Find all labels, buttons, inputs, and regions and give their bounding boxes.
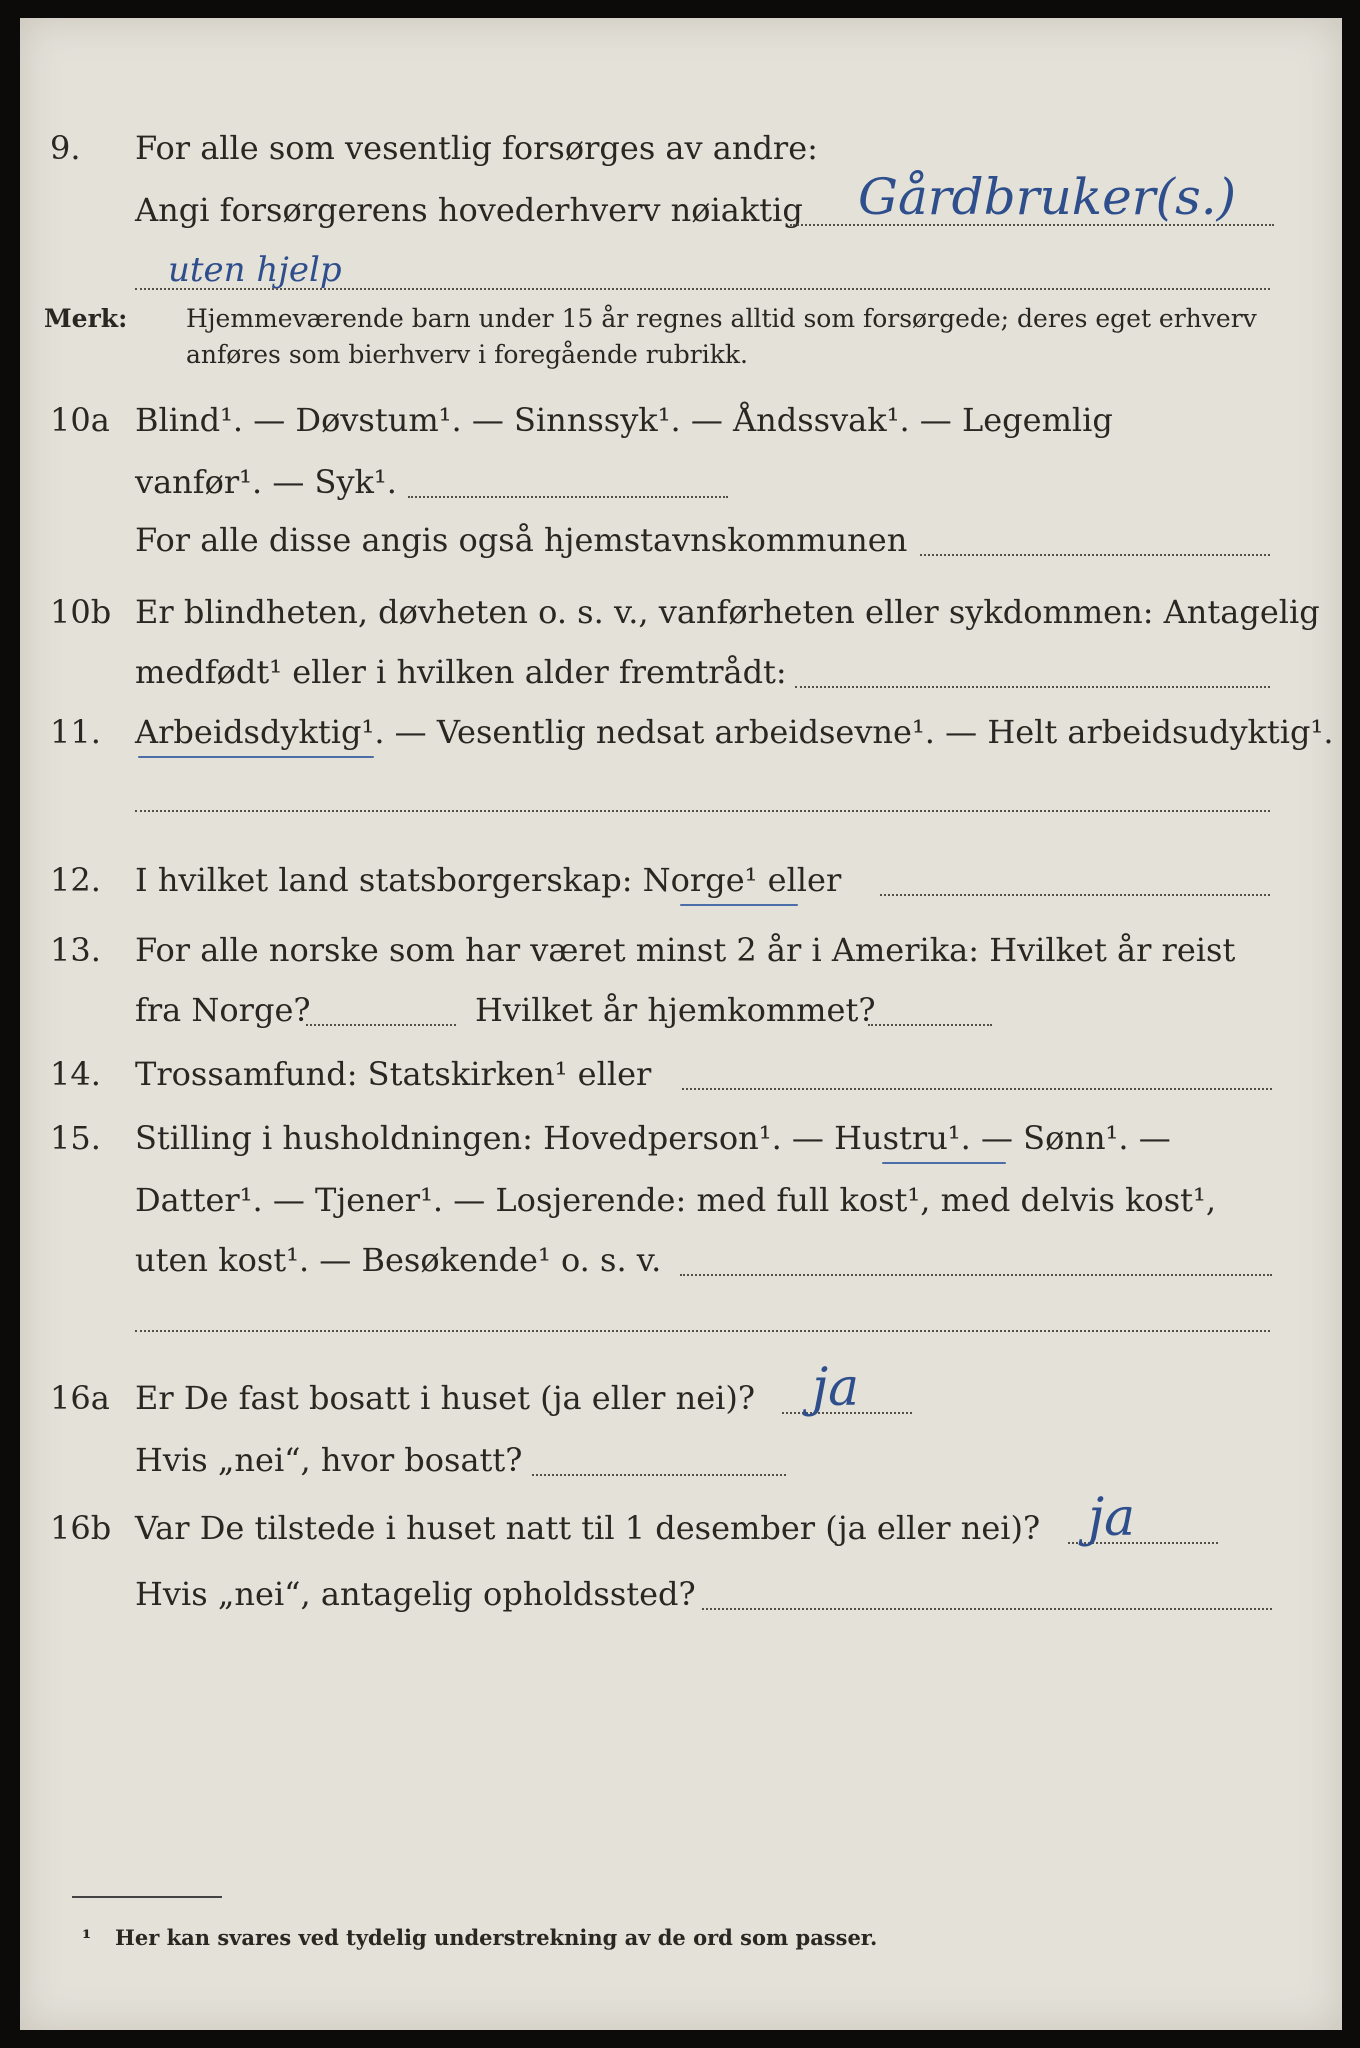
q11-answer-underline[interactable] [138, 756, 374, 758]
q16a-followup: Hvis „nei“, hvor bosatt? [135, 1441, 523, 1479]
q16a-number: 16a [50, 1379, 110, 1417]
q9-question: For alle som vesentlig forsørges av andre: [135, 129, 818, 167]
q10a-options: Blind¹. — Døvstum¹. — Sinnssyk¹. — Åndssvak¹. — Legemlig [135, 401, 1113, 439]
q10a-hometown-line [920, 554, 1270, 556]
q9-second-answer-line [135, 288, 1270, 290]
q9-answer-note[interactable]: uten hjelp [168, 250, 342, 290]
merk-text-2: anføres som bierhverv i foregående rubrikk. [186, 340, 748, 369]
q13-return-prompt: Hvilket år hjemkommet? [475, 991, 876, 1029]
q10a-number: 10a [50, 401, 110, 439]
q15-number: 15. [50, 1119, 101, 1157]
q13-number: 13. [50, 931, 101, 969]
q16a-followup-line [532, 1474, 786, 1476]
q16b-question: Var De tilstede i huset natt til 1 desember (ja eller nei)? [135, 1509, 1041, 1547]
q10a-hometown-prompt: For alle disse angis også hjemstavnskommunen [135, 521, 908, 559]
q15-options: Stilling i husholdningen: Hovedperson¹. — Hustru¹. — Sønn¹. — [135, 1119, 1171, 1157]
q16a-answer[interactable]: ja [812, 1358, 860, 1418]
q10b-answer-line [795, 686, 1270, 688]
q15-answer-line [680, 1274, 1272, 1276]
q15-answer-underline[interactable] [882, 1162, 1006, 1164]
q10b-number: 10b [50, 593, 112, 631]
q12-question: I hvilket land statsborgerskap: Norge¹ eller [135, 861, 842, 899]
census-form-page [20, 18, 1342, 2030]
q9-number: 9. [50, 129, 81, 167]
q10b-question-2: medfødt¹ eller i hvilken alder fremtrådt: [135, 653, 787, 691]
q16b-answer[interactable]: ja [1088, 1488, 1136, 1548]
q13-departure-prompt: fra Norge? [135, 991, 311, 1029]
q12-number: 12. [50, 861, 101, 899]
q16b-followup-line [702, 1608, 1272, 1610]
footnote-text: Her kan svares ved tydelig understrekning av de ord som passer. [115, 1925, 878, 1950]
q12-answer-underline[interactable] [680, 904, 798, 906]
q15-second-answer-line [135, 1330, 1270, 1332]
q10a-options-2: vanfør¹. — Syk¹. [135, 463, 397, 501]
q16a-question: Er De fast bosatt i huset (ja eller nei)? [135, 1379, 756, 1417]
merk-text-1: Hjemmeværende barn under 15 år regnes alltid som forsørgede; deres eget erhverv [186, 304, 1257, 333]
footnote-rule [72, 1896, 222, 1898]
q10a-answer-line [408, 496, 728, 498]
q13-question: For alle norske som har været minst 2 år i Amerika: Hvilket år reist [135, 931, 1236, 969]
q13-departure-line [306, 1024, 456, 1026]
footnote-mark: ¹ [82, 1925, 92, 1950]
q11-answer-line [135, 810, 1270, 812]
q12-answer-line [880, 894, 1270, 896]
q15-options-3: uten kost¹. — Besøkende¹ o. s. v. [135, 1241, 662, 1279]
q9-answer-line [790, 224, 1274, 226]
q9-instruction: Angi forsørgerens hovederhverv nøiaktig [135, 191, 803, 229]
q14-question: Trossamfund: Statskirken¹ eller [135, 1055, 652, 1093]
q11-options: Arbeidsdyktig¹. — Vesentlig nedsat arbeidsevne¹. — Helt arbeidsudyktig¹. [135, 713, 1334, 751]
merk-label: Merk: [44, 304, 128, 333]
q11-number: 11. [50, 713, 101, 751]
q13-return-line [868, 1024, 992, 1026]
q10b-question: Er blindheten, døvheten o. s. v., vanførheten eller sykdommen: Antagelig [135, 593, 1320, 631]
q14-answer-line [682, 1088, 1272, 1090]
q15-options-2: Datter¹. — Tjener¹. — Losjerende: med full kost¹, med delvis kost¹, [135, 1181, 1217, 1219]
q14-number: 14. [50, 1055, 101, 1093]
q9-answer-occupation[interactable]: Gårdbruker(s.) [858, 168, 1237, 226]
q16b-followup: Hvis „nei“, antagelig opholdssted? [135, 1575, 696, 1613]
q16b-number: 16b [50, 1509, 112, 1547]
